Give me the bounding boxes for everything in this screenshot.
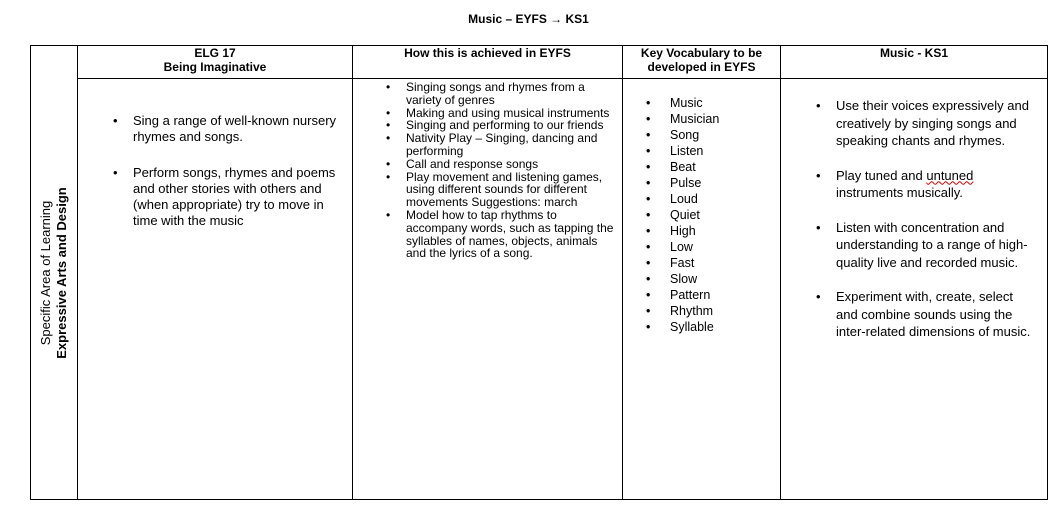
vocab-item: • Pulse: [670, 175, 772, 191]
vocab-item: • Pattern: [670, 287, 772, 303]
content-row: [31, 79, 1048, 500]
header-elg: [78, 46, 353, 79]
ks1-item2-end: instruments musically.: [836, 185, 963, 200]
list-item: [836, 167, 1037, 202]
list-item: • Singing and performing to our friends: [406, 119, 614, 132]
list-item: • Experiment with, create, select and combine sounds using the inter-related dimensions of music.: [836, 288, 1037, 341]
header-row: [31, 46, 1048, 79]
vocab-item: • Rhythm: [670, 303, 772, 319]
vocab-item: • High: [670, 223, 772, 239]
header-elg-line2: Being Imaginative: [163, 60, 267, 74]
header-vocabulary: Key Vocabulary to be developed in EYFS: [623, 46, 781, 79]
vocab-item: • Song: [670, 127, 772, 143]
header-elg-line1: ELG 17: [194, 46, 236, 60]
vocab-item: • Syllable: [670, 319, 772, 335]
vocab-item: • Slow: [670, 271, 772, 287]
vocab-item: • Listen: [670, 143, 772, 159]
ks1-item2-start: Play tuned and: [836, 167, 927, 183]
elg-list: [78, 79, 352, 229]
side-label-line2: Expressive Arts and Design: [54, 186, 69, 359]
eyfs-list: [353, 79, 622, 260]
side-label: [38, 187, 70, 358]
vocab-item: • Fast: [670, 255, 772, 271]
list-item: • Model how to tap rhythms to accompany words, such as tapping the syllables of names, objects, animals and the lyrics of a song.: [406, 209, 614, 260]
list-item: • Making and using musical instruments: [406, 107, 614, 120]
list-item: • Use their voices expressively and creatively by singing songs and speaking chants and rhymes.: [836, 97, 1037, 150]
vocab-item: • Music: [670, 95, 772, 111]
list-item: • Perform songs, rhymes and poems and other stories with others and (when appropriate) try to move in time with the music: [133, 165, 342, 229]
ks1-cell: [781, 79, 1048, 500]
list-item: • Play movement and listening games, using different sounds for different movements Suggestions: march: [406, 171, 614, 209]
vocabulary-list: [623, 79, 780, 335]
document-title: Music – EYFS → KS1: [468, 12, 589, 26]
vocab-item: • Low: [670, 239, 772, 255]
list-item: • Singing songs and rhymes from a variety of genres: [406, 81, 614, 107]
vocab-item: • Beat: [670, 159, 772, 175]
list-item: • Call and response songs: [406, 158, 614, 171]
vocab-item: • Loud: [670, 191, 772, 207]
eyfs-cell: [353, 79, 623, 500]
side-label-line1: Specific Area of Learning: [38, 200, 53, 345]
vocab-item: • Musician: [670, 111, 772, 127]
spelling-flagged-word: untuned: [926, 167, 974, 183]
ks1-list: [781, 79, 1047, 341]
curriculum-table: [30, 45, 1048, 500]
side-label-cell: [31, 46, 78, 500]
elg-cell: [78, 79, 353, 500]
vocabulary-cell: [623, 79, 781, 500]
vocab-item: • Quiet: [670, 207, 772, 223]
list-item: • Sing a range of well-known nursery rhymes and songs.: [133, 113, 342, 145]
list-item: • Nativity Play – Singing, dancing and performing: [406, 132, 614, 158]
header-ks1: Music - KS1: [781, 46, 1048, 79]
list-item: • Listen with concentration and understanding to a range of high-quality live and recorded music.: [836, 219, 1037, 272]
header-eyfs: How this is achieved in EYFS: [353, 46, 623, 79]
